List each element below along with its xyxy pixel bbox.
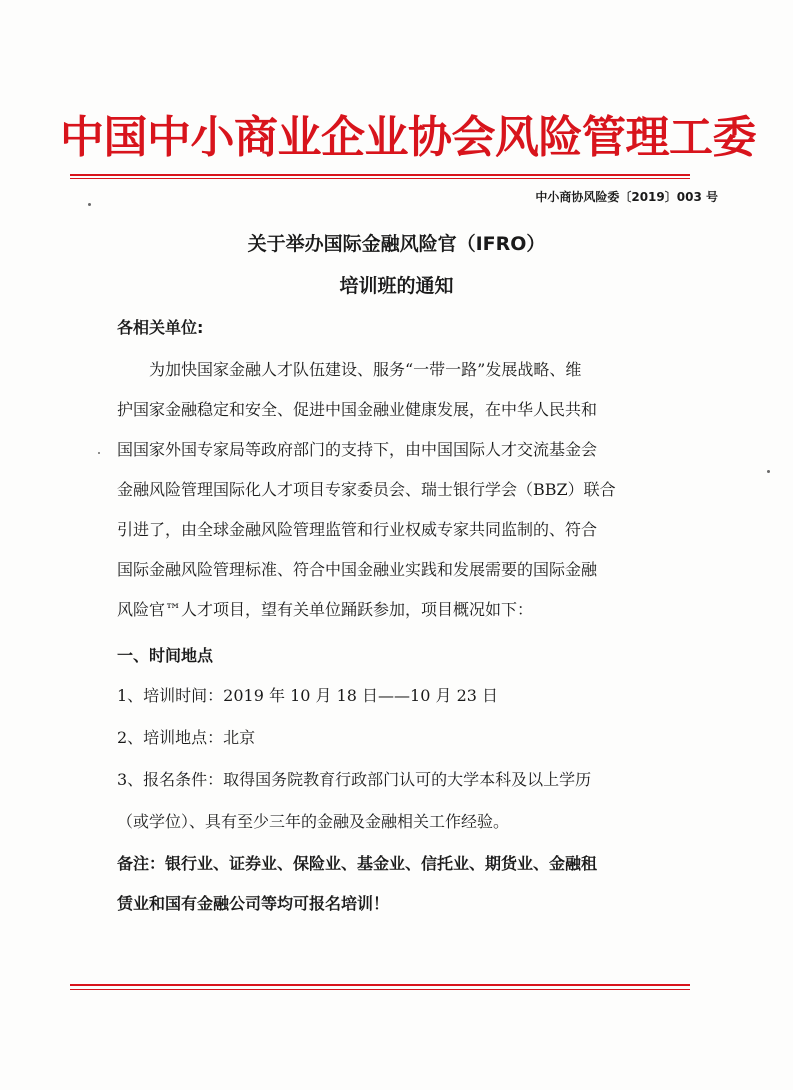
footer-red-rule xyxy=(70,984,690,986)
body-line: 护国家金融稳定和安全、促进中国金融业健康发展，在中华人民共和 xyxy=(117,400,598,419)
organization-header: 中国中小商业企业协会风险管理工委 xyxy=(60,112,756,163)
training-location-item: 2、培训地点：北京 xyxy=(117,728,256,747)
body-line: 国际金融风险管理标准、符合中国金融业实践和发展需要的国际金融 xyxy=(117,560,598,579)
body-line: 国国家外国专家局等政府部门的支持下，由中国国际人才交流基金会 xyxy=(117,440,598,459)
section-heading-time-location: 一、时间地点 xyxy=(117,646,214,665)
footer-red-rule-thin xyxy=(70,989,690,990)
note-line-2: 赁业和国有金融公司等均可报名培训！ xyxy=(117,894,390,913)
header-red-rule xyxy=(70,174,690,176)
registration-requirement-item: 3、报名条件：取得国务院教育行政部门认可的大学本科及以上学历 xyxy=(117,770,592,789)
notice-title-line-2: 培训班的通知 xyxy=(339,275,454,297)
body-line: 风险官™人才项目，望有关单位踊跃参加，项目概况如下： xyxy=(117,600,534,619)
scan-speck xyxy=(88,203,91,206)
body-line: 引进了，由全球金融风险管理监管和行业权威专家共同监制的、符合 xyxy=(117,520,598,539)
note-line-1: 备注：银行业、证券业、保险业、基金业、信托业、期货业、金融租 xyxy=(117,854,598,873)
notice-title-line-1: 关于举办国际金融风险官（IFRO） xyxy=(247,233,546,255)
training-time-item: 1、培训时间：2019 年 10 月 18 日——10 月 23 日 xyxy=(117,686,499,705)
scan-speck xyxy=(98,452,100,454)
salutation: 各相关单位: xyxy=(117,318,204,337)
registration-requirement-item-cont: （或学位）、具有至少三年的金融及金融相关工作经验。 xyxy=(117,812,510,831)
header-red-rule-thin xyxy=(70,178,690,179)
body-line: 金融风险管理国际化人才项目专家委员会、瑞士银行学会（BBZ）联合 xyxy=(117,480,616,499)
scan-speck xyxy=(767,470,770,473)
body-line: 为加快国家金融人才队伍建设、服务“一带一路”发展战略、维 xyxy=(149,360,582,379)
document-number: 中小商协风险委〔2019〕003 号 xyxy=(535,190,718,204)
